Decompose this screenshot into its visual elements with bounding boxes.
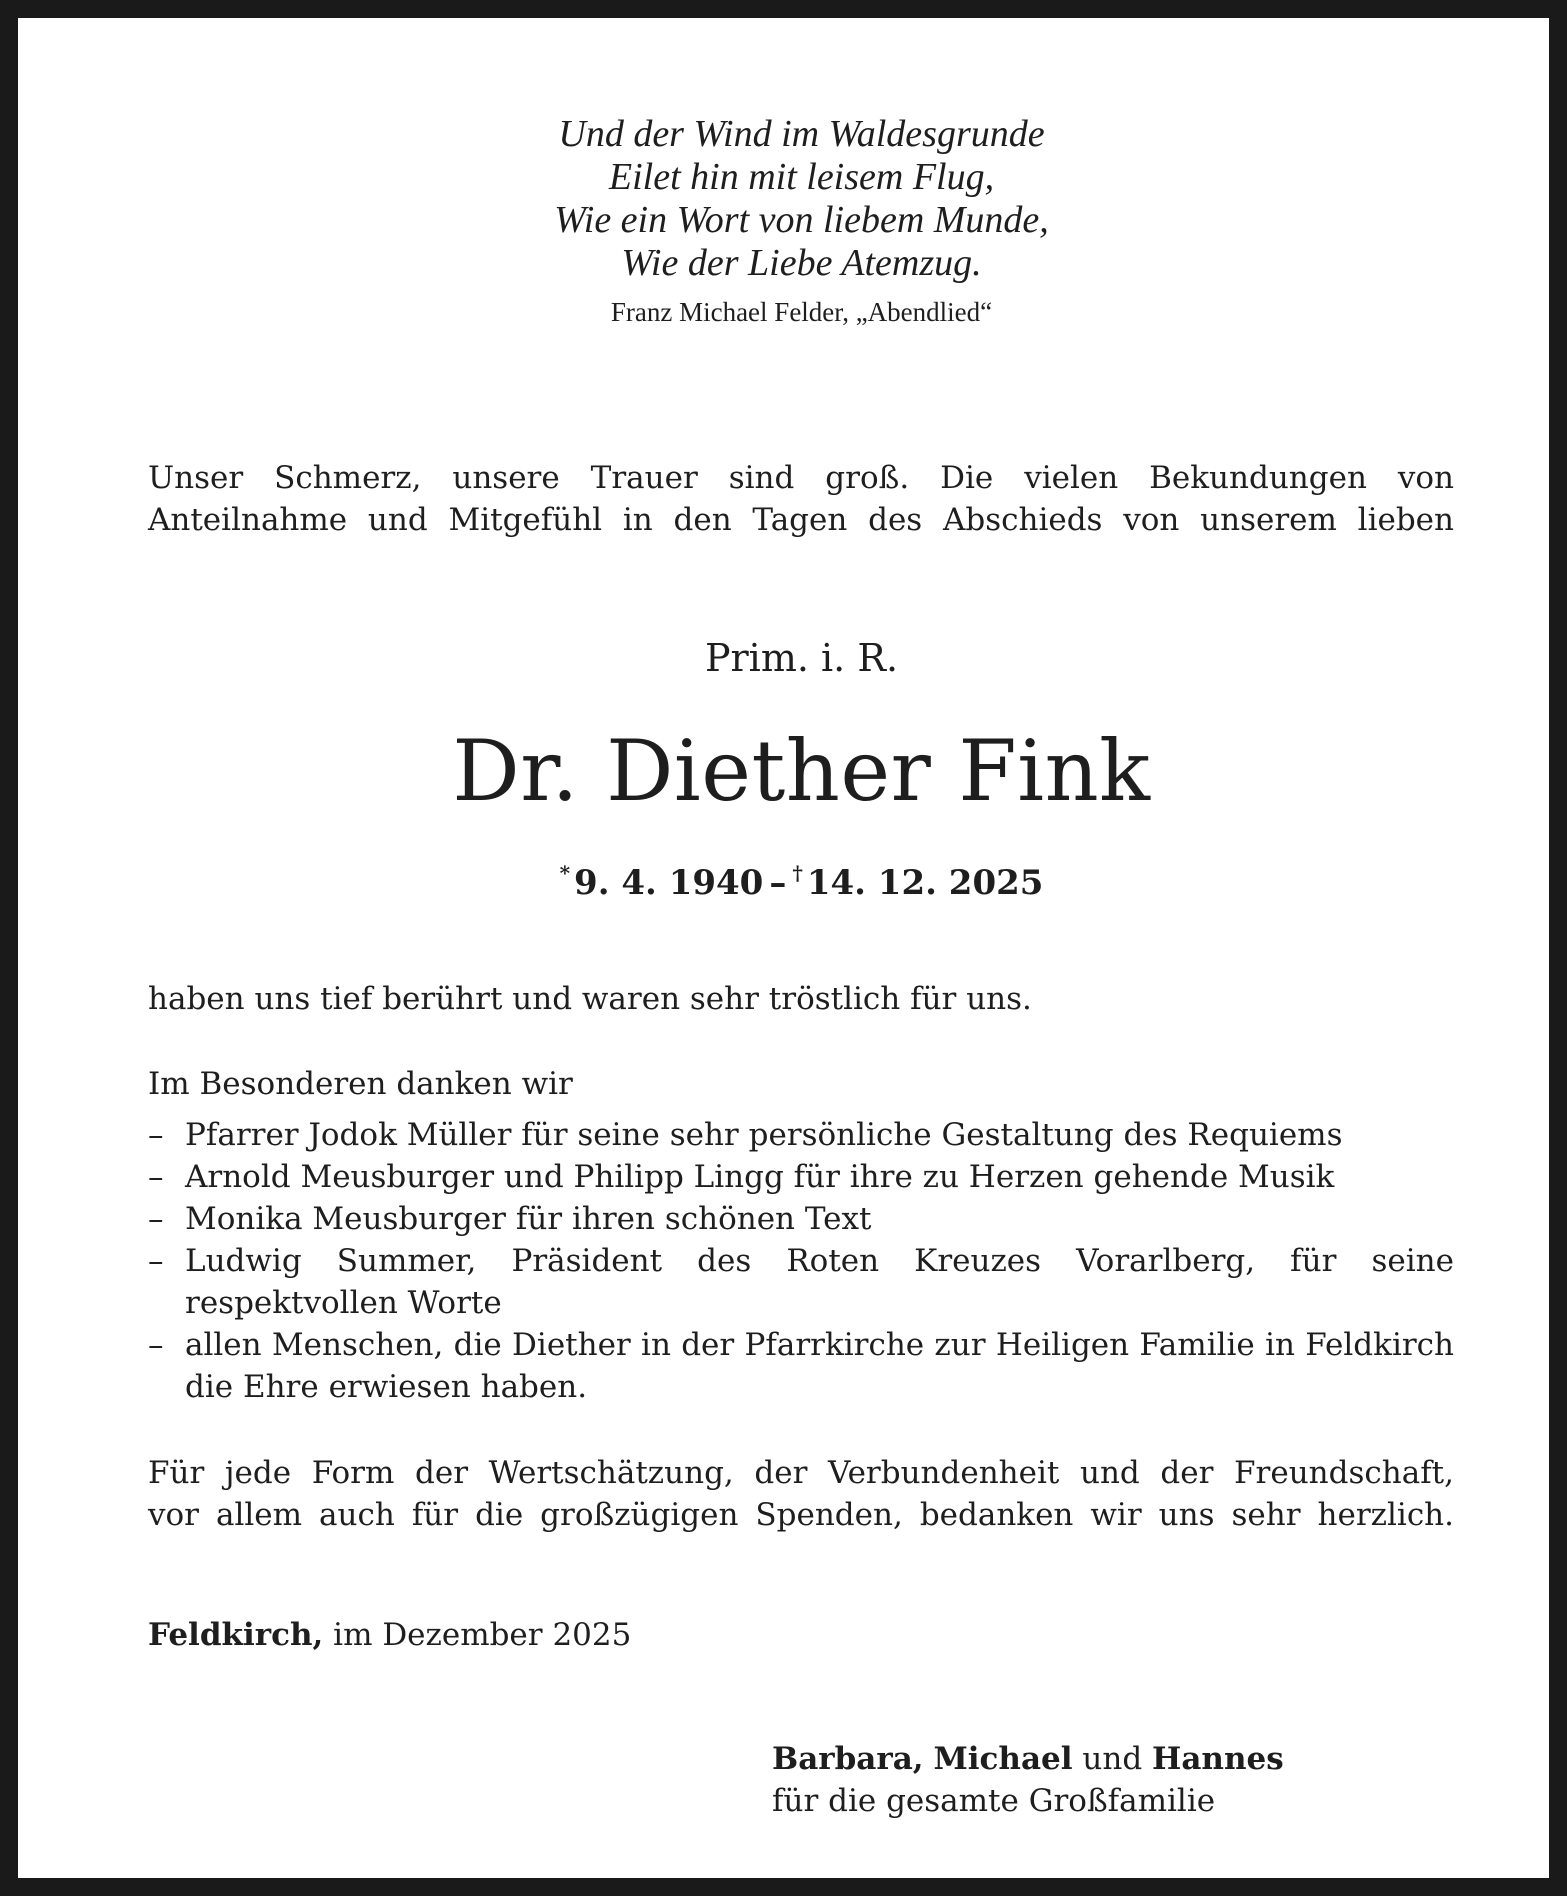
poem-line: Wie der Liebe Atemzug. [621, 242, 982, 284]
signer-name: Barbara, [772, 1741, 924, 1777]
list-item-text: Ludwig Summer, Präsident des Roten Kreuzes Vorarlberg, für seine respektvollen Worte [185, 1243, 1454, 1321]
closing-line: vor allem auch für die großzügigen Spenden, bedanken wir uns sehr herzlich. [148, 1497, 1454, 1533]
poem-line: Wie ein Wort von liebem Munde, [554, 199, 1049, 241]
life-dates [18, 852, 1567, 904]
after-name-text: haben uns tief berührt und waren sehr tröstlich für uns. [148, 981, 1032, 1017]
honorific: Prim. i. R. [704, 636, 899, 680]
poem-line: Eilet hin mit leisem Flug, [608, 156, 995, 198]
birth-symbol: * [559, 861, 571, 885]
list-dash: – [148, 1201, 164, 1237]
date-separator: – [769, 863, 787, 903]
list-item-text: Pfarrer Jodok Müller für seine sehr persönliche Gestaltung des Requiems [185, 1117, 1343, 1153]
death-date: 14. 12. 2025 [806, 863, 1044, 903]
list-item [148, 1156, 1454, 1198]
deceased-name: Dr. Diether Fink [452, 722, 1151, 820]
poem-attribution: Franz Michael Felder, „Abendlied“ [610, 297, 993, 327]
thanks-list [148, 1114, 1454, 1408]
poem [18, 113, 1567, 285]
list-item-text: Arnold Meusburger und Philipp Lingg für ihre zu Herzen gehende Musik [185, 1159, 1335, 1195]
closing-paragraph [148, 1452, 1454, 1536]
place-date [148, 1614, 1454, 1656]
death-symbol: † [792, 861, 803, 885]
list-item [148, 1240, 1454, 1324]
signer-name: Michael [933, 1741, 1073, 1777]
intro-paragraph [148, 457, 1454, 541]
list-dash: – [148, 1117, 164, 1153]
poem-line: Und der Wind im Waldesgrunde [558, 113, 1045, 155]
intro-line: Unser Schmerz, unsere Trauer sind groß. Die vielen Bekundungen von [148, 460, 1454, 496]
list-item-text: allen Menschen, die Diether in der Pfarrkirche zur Heiligen Familie in Feldkirch die Ehre erwiesen haben. [185, 1327, 1454, 1405]
list-item [148, 1198, 1454, 1240]
list-dash: – [148, 1327, 164, 1363]
intro-line: Anteilnahme und Mitgefühl in den Tagen des Abschieds von unserem lieben [148, 502, 1454, 538]
signature-subline: für die gesamte Großfamilie [772, 1783, 1216, 1819]
list-item-text: Monika Meusburger für ihren schönen Text [185, 1201, 872, 1237]
thanks-intro: Im Besonderen danken wir [148, 1066, 573, 1102]
place-date-text: im Dezember 2025 [323, 1617, 632, 1653]
list-item [148, 1324, 1454, 1408]
list-dash: – [148, 1243, 164, 1279]
signer-name: Hannes [1152, 1741, 1284, 1777]
signature-names [772, 1738, 1452, 1780]
place-city: Feldkirch, [148, 1617, 324, 1653]
list-dash: – [148, 1159, 164, 1195]
signature [772, 1738, 1452, 1822]
birth-date: 9. 4. 1940 [574, 863, 764, 903]
signer-connector: und [1072, 1741, 1153, 1777]
list-item [148, 1114, 1454, 1156]
closing-line: Für jede Form der Wertschätzung, der Verbundenheit und der Freundschaft, [148, 1455, 1454, 1491]
